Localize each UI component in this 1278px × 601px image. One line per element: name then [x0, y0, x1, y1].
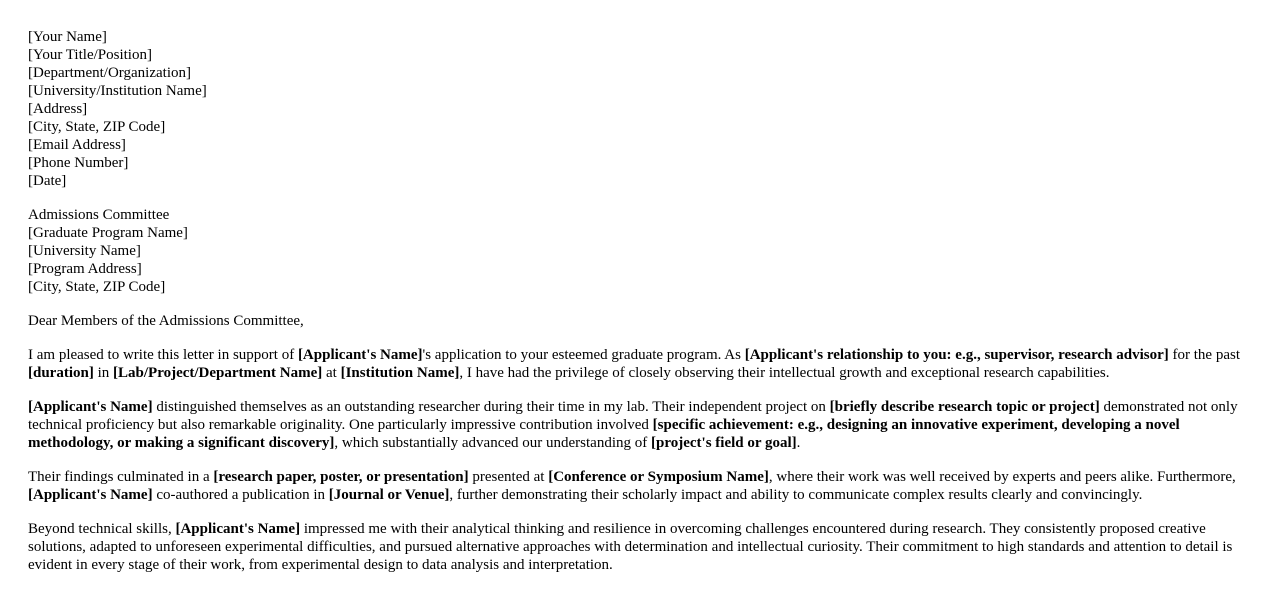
- text-run: I am pleased to write this letter in support of: [28, 347, 298, 363]
- placeholder-applicant-name: [Applicant's Name]: [28, 399, 153, 415]
- placeholder-project-field: [project's field or goal]: [651, 435, 797, 451]
- placeholder-relationship: [Applicant's relationship to you: e.g., supervisor, research advisor]: [744, 347, 1169, 363]
- letter-date: [Date]: [28, 173, 67, 189]
- recipient-address: [Program Address]: [28, 261, 142, 277]
- letter-document: [28, 28, 1253, 590]
- text-run: , which substantially advanced our understanding of: [334, 435, 651, 451]
- sender-phone: [Phone Number]: [28, 155, 129, 171]
- placeholder-journal: [Journal or Venue]: [328, 487, 450, 503]
- placeholder-lab-name: [Lab/Project/Department Name]: [113, 365, 323, 381]
- sender-block: [28, 28, 1253, 190]
- sender-city-state-zip: [City, State, ZIP Code]: [28, 119, 166, 135]
- placeholder-applicant-name: [Applicant's Name]: [297, 347, 423, 363]
- body-paragraph-3: [28, 468, 1253, 504]
- recipient-city-state-zip: [City, State, ZIP Code]: [28, 279, 166, 295]
- placeholder-conference-name: [Conference or Symposium Name]: [548, 469, 769, 485]
- placeholder-duration: [duration]: [28, 365, 94, 381]
- placeholder-research-output: [research paper, poster, or presentation]: [213, 469, 469, 485]
- sender-email: [Email Address]: [28, 137, 126, 153]
- recipient-program: [Graduate Program Name]: [28, 225, 188, 241]
- text-run: Their findings culminated in a: [28, 469, 214, 485]
- placeholder-institution-name: [Institution Name]: [340, 365, 460, 381]
- sender-department: [Department/Organization]: [28, 65, 191, 81]
- sender-institution: [University/Institution Name]: [28, 83, 207, 99]
- placeholder-specific-achievement: [specific achievement: e.g., designing an innovative experiment, developing a novel methodology, or making a significant discovery]: [28, 417, 1180, 451]
- body-paragraph-1: [28, 346, 1253, 382]
- text-run: 's application to your esteemed graduate program. As: [422, 347, 745, 363]
- text-run: , I have had the privilege of closely observing their intellectual growth and exceptional research capabilities.: [459, 365, 1110, 381]
- text-run: Beyond technical skills,: [28, 521, 176, 537]
- sender-title: [Your Title/Position]: [28, 47, 152, 63]
- text-run: at: [322, 365, 341, 381]
- text-run: for the past: [1168, 347, 1240, 363]
- recipient-committee: Admissions Committee: [28, 207, 170, 223]
- sender-name: [Your Name]: [28, 29, 107, 45]
- text-run: presented at: [468, 469, 549, 485]
- salutation: Dear Members of the Admissions Committee,: [28, 313, 304, 329]
- body-paragraph-4: [28, 520, 1253, 574]
- text-run: , further demonstrating their scholarly impact and ability to communicate complex results clearly and convincingly.: [449, 487, 1143, 503]
- text-run: impressed me with their analytical thinking and resilience in overcoming challenges encountered during research. They consistently proposed creative solutions, adapted to unforeseen experimental difficulties, and pursued alternative approaches with determination and intellectual curiosity. Their commitment to high standards and attention to detail is evident in every stage of their work, from experimental design to data analysis and interpretation.: [28, 521, 1233, 573]
- placeholder-research-topic: [briefly describe research topic or project]: [829, 399, 1100, 415]
- recipient-block: [28, 206, 1253, 296]
- text-run: co-authored a publication in: [152, 487, 329, 503]
- text-run: in: [93, 365, 114, 381]
- text-run: demonstrated not only technical proficiency but also remarkable originality. One particularly impressive contribution involved: [28, 399, 1238, 433]
- body-paragraph-2: [28, 398, 1253, 452]
- sender-address: [Address]: [28, 101, 88, 117]
- text-run: .: [796, 435, 801, 451]
- placeholder-applicant-name: [Applicant's Name]: [175, 521, 301, 537]
- text-run: distinguished themselves as an outstanding researcher during their time in my lab. Their independent project on: [152, 399, 830, 415]
- text-run: , where their work was well received by experts and peers alike. Furthermore,: [768, 469, 1236, 485]
- placeholder-applicant-name: [Applicant's Name]: [28, 487, 153, 503]
- recipient-university: [University Name]: [28, 243, 141, 259]
